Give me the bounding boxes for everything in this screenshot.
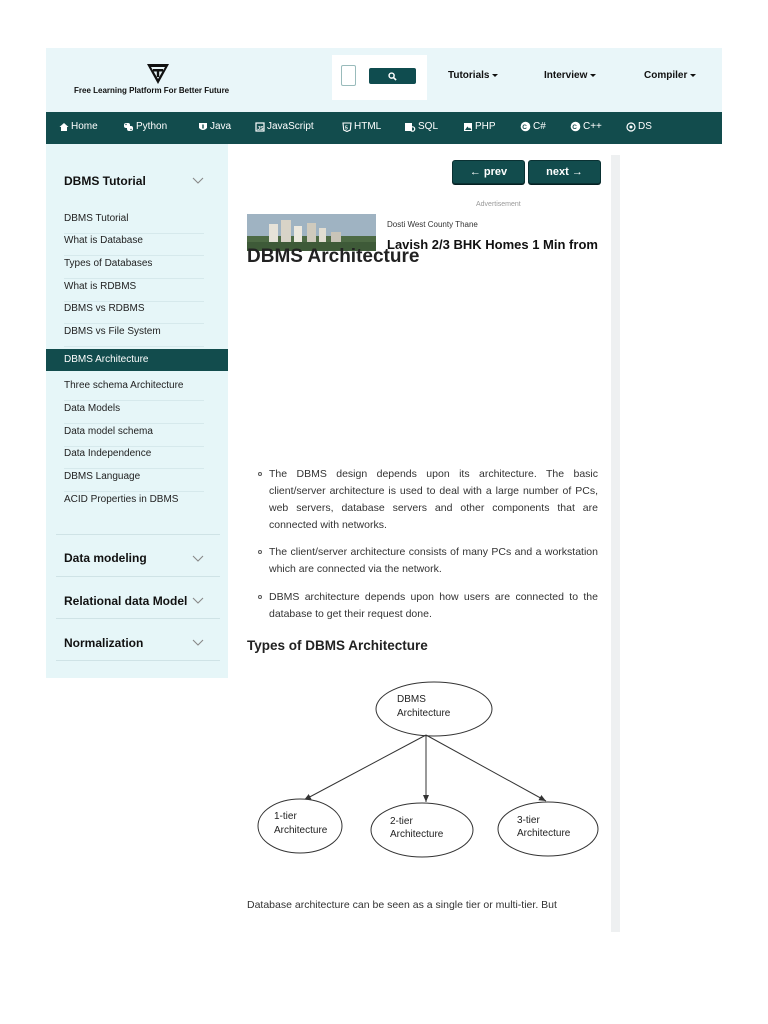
svg-text:5: 5 [345,125,348,131]
cpp-icon [570,121,581,132]
sidebar-item-what-is-database[interactable]: What is Database [64,234,204,256]
ad-headline[interactable]: Lavish 2/3 BHK Homes 1 Min from [387,237,598,252]
advertisement-label: Advertisement [476,201,521,208]
architecture-diagram [250,672,610,872]
sidebar-section-title[interactable]: DBMS Tutorial [64,174,146,188]
sidebar-item-dbms-tutorial[interactable]: DBMS Tutorial [64,212,204,234]
caret-down-icon [690,74,696,77]
svg-text:C: C [572,124,578,131]
navbar-item-label: C# [533,121,546,132]
navbar-item-html[interactable] [342,121,381,132]
bullet-icon [258,595,262,599]
sidebar-divider [56,660,220,661]
nav-tutorials-label: Tutorials [448,70,490,81]
sidebar-item-dbms-language[interactable]: DBMS Language [64,470,204,492]
navbar-item-label: HTML [354,121,382,132]
navbar-item-label: SQL [418,121,439,132]
site-tagline: Free Learning Platform For Better Future [74,86,230,95]
diagram-node-label: 3-tier [517,815,540,826]
sidebar-section-relational-data-model[interactable]: Relational data Model [64,594,188,608]
html5-icon [342,122,352,132]
diagram-root-label: DBMS [397,694,426,705]
chevron-down-icon[interactable] [192,639,204,646]
sidebar-item-dbms-vs-file-system[interactable]: DBMS vs File System [64,325,204,347]
ds-icon [626,122,636,132]
list-item-text: DBMS architecture depends upon how users are connected to the database to get their request done. [269,591,598,620]
nav-compiler[interactable] [644,70,696,81]
navbar-item-csharp[interactable] [520,121,546,132]
chevron-down-icon[interactable] [192,555,204,562]
navbar-item-java[interactable] [198,121,231,132]
javascript-icon [255,122,265,132]
caret-down-icon [590,74,596,77]
section-heading: Types of DBMS Architecture [247,638,428,653]
csharp-icon [520,121,531,132]
navbar-item-ds[interactable] [626,121,652,132]
navbar-item-label: Home [71,121,98,132]
sidebar-item-dbms-architecture[interactable]: DBMS Architecture [46,349,228,371]
sidebar-item-data-models[interactable]: Data Models [64,402,204,424]
diagram-arrow [304,735,426,800]
java-icon [198,122,208,132]
nav-interview[interactable] [544,70,596,81]
navbar-item-python[interactable] [123,121,167,132]
chevron-up-icon[interactable] [192,177,204,184]
nav-interview-label: Interview [544,70,588,81]
prev-button[interactable]: ← prev [452,160,525,184]
svg-text:JS: JS [257,125,264,132]
navbar-item-label: Python [136,121,168,132]
list-item [258,589,598,623]
next-button[interactable]: next → [528,160,601,184]
site-logo[interactable] [146,62,170,86]
bullet-icon [258,550,262,554]
diagram-node-label: 2-tier [390,816,413,827]
sidebar-item-data-independence[interactable]: Data Independence [64,447,204,469]
sidebar-item-data-model-schema[interactable]: Data model schema [64,425,204,447]
navbar-item-sql[interactable] [404,121,438,132]
sidebar-item-dbms-vs-rdbms[interactable]: DBMS vs RDBMS [64,302,204,324]
sidebar-section-data-modeling[interactable]: Data modeling [64,551,147,565]
paragraph: Database architecture can be seen as a single tier or multi-tier. But [247,899,557,911]
sidebar-item-types-of-databases[interactable]: Types of Databases [64,257,204,279]
diagram-node-label: Architecture [390,829,444,840]
search-icon [388,72,397,81]
list-item-text: The client/server architecture consists of many PCs and a workstation which are connected via the network. [269,546,598,575]
list-item-text: The DBMS design depends upon its architecture. The basic client/server architecture is used to deal with a large number of PCs, web servers, database servers and other components that are connected with networks. [269,468,598,531]
sidebar-divider [56,618,220,619]
content-edge [611,155,620,932]
sidebar-item-three-schema-architecture[interactable]: Three schema Architecture [64,379,204,401]
navbar-item-label: C++ [583,121,602,132]
search-button[interactable] [369,68,416,84]
search-input[interactable] [341,65,356,86]
list-item [258,466,598,534]
navbar-item-label: JavaScript [267,121,314,132]
svg-text:C: C [522,124,528,131]
home-icon [59,122,69,132]
python-icon [123,122,134,132]
navbar-item-php[interactable] [463,121,496,132]
navbar-item-label: Java [210,121,232,132]
navbar-item-home[interactable] [59,121,98,132]
diagram-root-label: Architecture [397,708,451,719]
caret-down-icon [492,74,498,77]
list-item [258,544,598,578]
sidebar-item-acid-properties[interactable]: ACID Properties in DBMS [64,494,179,505]
navbar-item-cpp[interactable] [570,121,602,132]
sidebar-section-normalization[interactable]: Normalization [64,636,144,650]
ad-brand[interactable]: Dosti West County Thane [387,220,478,229]
nav-compiler-label: Compiler [644,70,688,81]
sidebar-divider [56,534,220,535]
diagram-arrow [426,735,546,801]
nav-tutorials[interactable] [448,70,498,81]
page-title: DBMS Architecture [247,246,420,267]
sidebar-divider [56,576,220,577]
diagram-node-label: Architecture [517,828,571,839]
php-icon [463,122,473,132]
navbar-item-javascript[interactable] [255,121,314,132]
bullet-icon [258,472,262,476]
diagram-node-label: Architecture [274,825,328,836]
sidebar-item-what-is-rdbms[interactable]: What is RDBMS [64,280,204,302]
diagram-node-label: 1-tier [274,811,297,822]
navbar-item-label: DS [638,121,652,132]
chevron-down-icon[interactable] [192,597,204,604]
sql-icon [404,122,416,132]
navbar-item-label: PHP [475,121,496,132]
